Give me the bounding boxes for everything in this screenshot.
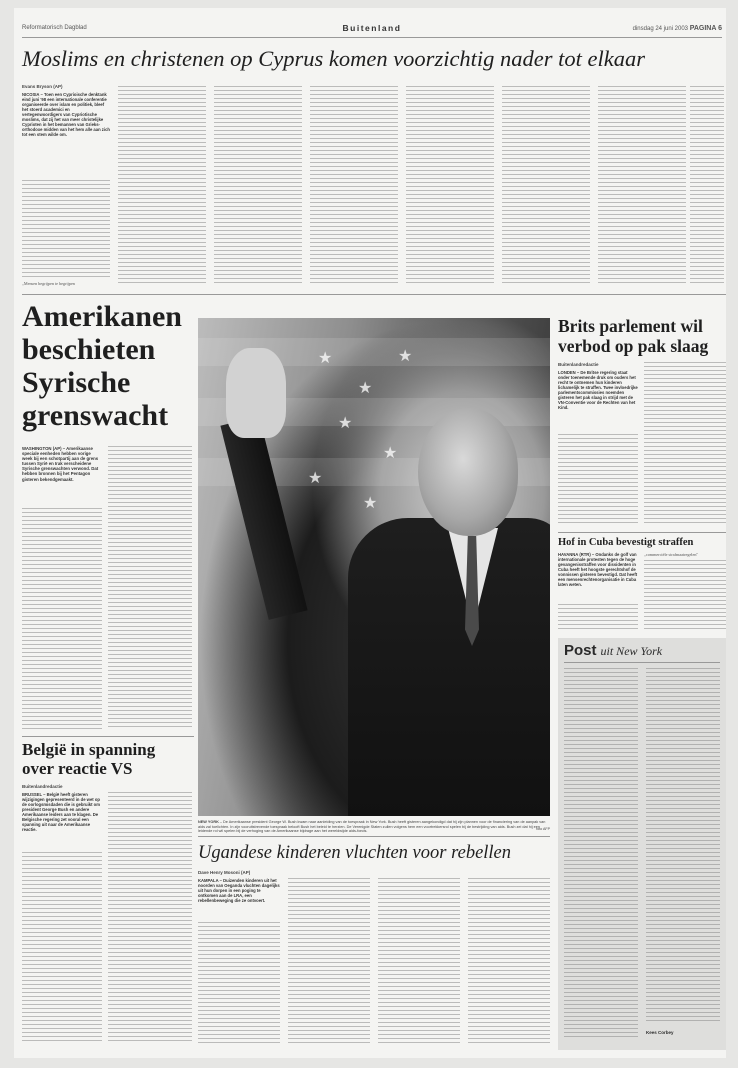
cuba-headline: Hof in Cuba bevestigt straffen — [558, 537, 694, 548]
photo-credit: foto AFP — [536, 827, 550, 832]
cuba-lead: HAVANNA (RTR) – Ondanks de golf van internationale protesten tegen de hoge gevangenisstraffen voor dissidenten in Cuba heeft het hoogste gerechtshof de vonnissen gisteren bevestigd. Dat heeft een mensenrechtenorganisatie in Cuba laten weten. — [558, 552, 638, 587]
cyprus-headline: Moslims en christenen op Cyprus komen voorzichtig nader tot elkaar — [22, 46, 646, 71]
divider-brits — [558, 532, 726, 533]
page-number: 6 — [718, 25, 722, 32]
uganda-body-col1 — [198, 922, 280, 1046]
post-title-italic: uit New York — [600, 644, 663, 658]
cyprus-body-col1 — [22, 180, 110, 280]
irak-headline — [22, 300, 202, 432]
belgie-lead: BRUSSEL – België heeft gisteren wijzigingen gepresenteerd in de wet op de oorlogsmisdaden die is gebruikt om president George Bush en andere Amerikaanse leiders aan te klagen. De Belgische regering zet vooral een spanning uit naar de Amerikaanse reactie. — [22, 792, 100, 832]
brits-body-col2 — [644, 362, 726, 526]
section-title: Buitenland — [342, 23, 402, 33]
date-text: dinsdag 24 juni 2003 — [632, 26, 689, 32]
divider-cyprus — [22, 294, 726, 295]
uganda-body-col2 — [288, 878, 370, 1046]
publication-name: Reformatorisch Dagblad — [22, 25, 87, 31]
post-title — [564, 642, 724, 660]
flag-star-icon: ★ — [308, 468, 323, 487]
belgie-body-col1 — [22, 852, 102, 1044]
post-body-col1 — [564, 668, 638, 1038]
divider-uganda — [198, 836, 550, 837]
cyprus-closing: „Mensen begrijpen te begrijpen — [22, 281, 75, 286]
irak-body-col2 — [108, 446, 192, 730]
brits-lead: LONDEN – De Britse regering staat onder toenemende druk om ouders het recht te ontnemen hun kinderen lichamelijk te straffen. Twee invloedrijke parlementscommissies noemden gisteren het pak slaag in strijd met de VN-Conventie voor de Rechten van het Kind. — [558, 370, 638, 410]
flag-star-icon: ★ — [338, 413, 353, 432]
uganda-byline: Dave Henry Mosoni (AP) — [198, 870, 251, 875]
cyprus-body-col8 — [690, 86, 724, 286]
page-date — [633, 25, 722, 32]
cyprus-body-col5 — [406, 86, 494, 286]
cyprus-lead: NICOSIA – Toen een Cyprioische denktank eind juni '98 een internationale conferentie organiseerde over islam en politiek, bleef het stoerd academici en vertegenwoordigers van Cypriotische moslims, dat zij het van meer christelijke Cyprioten in het bemannen van Grieks-orthodoxe midden van het hem alle aan zich tot een stem wilde om. — [22, 92, 110, 137]
cyprus-body-col2 — [118, 86, 206, 286]
brits-headline-line: Brits parlement wil — [558, 316, 703, 336]
caption-label: NEW YORK — [198, 820, 219, 824]
cyprus-body-col6 — [502, 86, 590, 286]
cyprus-body-col7 — [598, 86, 686, 286]
uganda-headline: Ugandese kinderen vluchten voor rebellen — [198, 843, 512, 863]
caption-text: – De Amerikaanse president George W. Bush kwam naar aanleiding van de toespraak in New York. Bush heeft gisteren aangekondigd dat hij zijn plannen voor de financiering van de aanpak van aids zal toelichten. In zijn vooruitstrevende toespraak belooft Bush het beleid te herzien. De Verenigde Staten zullen volgens hem een voortrekkersrol spelen bij de bestrijding van aids. Bush zei dat hij een leidende rol wil spelen bij de verhoging van de Amerikaanse bijdrage aan het wereldwijde aids-fonds. — [198, 820, 546, 834]
irak-headline-line: Amerikanen — [22, 300, 182, 333]
flag-star-icon: ★ — [358, 378, 373, 397]
brits-headline-line: verbod op pak slaag — [558, 336, 709, 356]
flag-star-icon: ★ — [318, 348, 333, 367]
belgie-body-col2 — [108, 792, 192, 1044]
irak-body-col1 — [22, 508, 102, 730]
irak-lead: WASHINGTON (AP) – Amerikaanse speciale eenheden hebben vorige week bij een schotpartij aan de grens tussen Syrië en Irak verscheidene Syrische grenswachten verwond. Dat hebben bronnen bij het Pentagon gisteren bekendgemaakt. — [22, 446, 99, 482]
uganda-body-col3 — [378, 878, 460, 1046]
post-title-rule — [564, 662, 720, 663]
brits-body-col1 — [558, 434, 638, 526]
photo-hand — [226, 348, 286, 438]
brits-byline: Buitenlandredactie — [558, 362, 599, 367]
divider-irak — [22, 736, 194, 737]
flag-star-icon: ★ — [383, 443, 398, 462]
irak-headline-line: grenswacht — [22, 399, 169, 432]
photo-caption — [198, 820, 550, 832]
post-title-bold: Post — [564, 642, 597, 659]
flag-star-icon: ★ — [363, 493, 378, 512]
irak-headline-line: beschieten — [22, 333, 156, 366]
photo-arm — [220, 416, 307, 620]
page-header — [22, 22, 722, 38]
post-body-col2 — [646, 668, 720, 1024]
belgie-headline — [22, 740, 198, 778]
photo-suit — [348, 518, 550, 816]
belgie-byline: Buitenlandredactie — [22, 784, 63, 789]
irak-headline-line: Syrische — [22, 366, 131, 399]
belgie-headline-line: België in spanning — [22, 740, 156, 759]
brits-headline — [558, 316, 728, 356]
flag-star-icon: ★ — [398, 346, 413, 365]
cyprus-body-col3 — [214, 86, 302, 286]
cyprus-byline: Evans Bryson (AP) — [22, 84, 63, 89]
bush-photo — [198, 318, 550, 816]
post-signature: Kees Corbey — [646, 1030, 674, 1035]
cuba-body-col2 — [644, 560, 726, 632]
uganda-lead: KAMPALA – Duizenden kinderen uit het noorden van Oeganda vluchten dagelijks uit hun dorpen in een poging te ontkomen aan de LRA, een rebellenbeweging die ze ontvoert. — [198, 878, 280, 903]
cyprus-body-col4 — [310, 86, 398, 286]
belgie-headline-line: over reactie VS — [22, 759, 133, 778]
uganda-body-col4 — [468, 878, 550, 1046]
cuba-body-col1 — [558, 604, 638, 632]
photo-head — [418, 408, 518, 536]
page-label: PAGINA — [689, 25, 717, 32]
cuba-quote: „commerciële strafmaatregelen" — [644, 552, 699, 557]
